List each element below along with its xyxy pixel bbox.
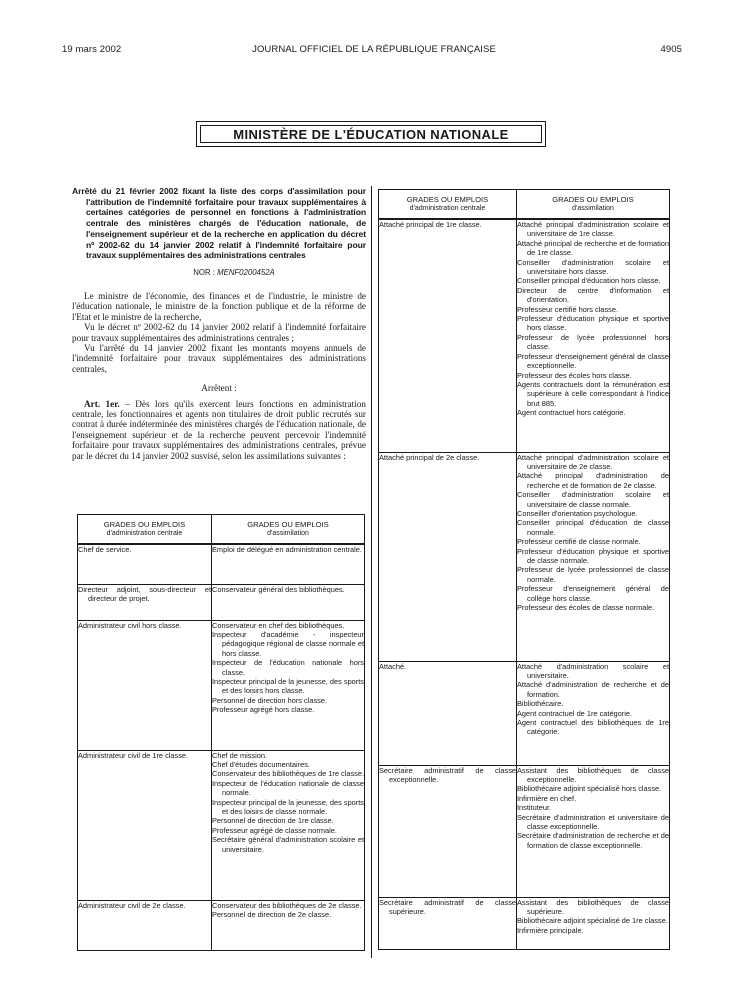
header-page-number: 4905 bbox=[660, 44, 682, 55]
assimilation-item: Professeur agrégé de classe normale. bbox=[212, 825, 337, 835]
assimilation-item: Assistant des bibliothèques de classe supérieure. bbox=[517, 897, 669, 916]
grade-cell bbox=[78, 584, 212, 620]
grade-cell bbox=[379, 452, 517, 661]
table-row bbox=[379, 765, 670, 897]
assimilation-item: Conservateur des bibliothèques de 2e classe. bbox=[212, 900, 362, 910]
column-header-main: GRADES OU EMPLOIS bbox=[406, 194, 489, 204]
nor-label: NOR : bbox=[193, 267, 215, 277]
assimilation-item: Inspecteur principal de la jeunesse, des sports et des loisirs de classe normale. bbox=[212, 797, 365, 816]
assimilation-item: Professeur certifié de classe normale. bbox=[517, 537, 641, 547]
assimilation-item: Agent contractuel des bibliothèques de 1re catégorie. bbox=[517, 717, 669, 737]
assimilation-item: Attaché principal d'administration scolaire et universitaire de 2e classe. bbox=[517, 452, 669, 471]
assimilation-cell bbox=[517, 897, 670, 949]
assimilation-item: Directeur de centre d'information et d'orientation. bbox=[517, 285, 669, 305]
assimilation-item: Professeur des écoles hors classe. bbox=[517, 370, 632, 380]
assimilation-item: Personnel de direction hors classe. bbox=[212, 695, 328, 705]
table-header-row bbox=[379, 190, 670, 220]
assimilation-item: Inspecteur de l'éducation nationale de classe normale. bbox=[212, 778, 364, 798]
assimilation-item: Attaché principal de recherche et de formation de 1re classe. bbox=[517, 238, 669, 258]
column-header-sub: d'administration centrale bbox=[409, 205, 486, 212]
assimilation-item: Professeur de lycée professionnel hors classe. bbox=[517, 332, 669, 352]
assimilation-item: Agent contractuel hors catégorie. bbox=[517, 408, 626, 418]
assimilation-cell bbox=[212, 620, 365, 750]
column-header-main: GRADES OU EMPLOIS bbox=[552, 194, 634, 204]
assimilation-item: Secrétaire général d'administration scolaire et universitaire. bbox=[212, 835, 364, 854]
assimilation-table-left bbox=[77, 514, 365, 951]
assimilation-item: Personnel de direction de 2e classe. bbox=[212, 909, 332, 919]
table-row bbox=[379, 219, 670, 452]
assimilation-item: Infirmière en chef. bbox=[517, 793, 577, 803]
assimilation-item: Inspecteur d'académie - inspecteur pédagogique régional de classe normale et hors classe. bbox=[212, 629, 364, 658]
assimilation-item: Secrétaire d'administration et universitaire de classe exceptionnelle. bbox=[517, 812, 669, 831]
grade-cell bbox=[379, 661, 517, 765]
assimilation-cell bbox=[212, 750, 365, 900]
grade-text: Attaché. bbox=[379, 661, 407, 671]
table-row bbox=[379, 661, 670, 765]
assimilation-item: Professeur d'enseignement général de classe exceptionnelle. bbox=[517, 351, 669, 371]
column-header-assimilation bbox=[212, 515, 365, 545]
table-header-row bbox=[78, 515, 365, 545]
table-row bbox=[78, 584, 365, 620]
assimilation-cell bbox=[517, 661, 670, 765]
nor-code: MENF0200452A bbox=[217, 267, 275, 277]
assimilation-item: Chef de mission. bbox=[212, 750, 268, 760]
assimilation-cell bbox=[212, 584, 365, 620]
assimilation-cell bbox=[212, 900, 365, 950]
assimilation-cell bbox=[517, 219, 670, 452]
assimilation-item: Conseiller principal d'éducation de classe normale. bbox=[517, 518, 669, 537]
grade-cell bbox=[379, 219, 517, 452]
assimilation-item: Infirmière principale. bbox=[517, 925, 584, 935]
assimilation-item: Professeur d'éducation physique et sportive hors classe. bbox=[517, 314, 669, 333]
assimilation-item: Conservateur général des bibliothèques. bbox=[212, 584, 345, 594]
assimilation-item: Professeur d'enseignement général de collège hors classe. bbox=[517, 584, 669, 603]
assimilation-item: Attaché principal d'administration de recherche et de formation de 2e classe. bbox=[517, 471, 669, 490]
grade-cell bbox=[78, 750, 212, 900]
assimilation-item: Attaché d'administration de recherche et de formation. bbox=[517, 680, 669, 699]
grade-cell bbox=[78, 620, 212, 750]
assimilation-cell bbox=[517, 452, 670, 661]
assimilation-item: Assistant des bibliothèques de classe exceptionnelle. bbox=[517, 765, 669, 784]
column-header-central bbox=[78, 515, 212, 545]
grade-cell bbox=[78, 900, 212, 950]
column-header-sub: d'administration centrale bbox=[106, 530, 183, 537]
column-header-assimilation bbox=[517, 190, 670, 220]
assimilation-item: Conservateur des bibliothèques de 1re classe. bbox=[212, 769, 365, 779]
assimilation-item: Conseiller d'orientation psychologue. bbox=[517, 508, 638, 518]
grade-text: Directeur adjoint, sous-directeur et directeur de projet. bbox=[78, 584, 211, 603]
left-column bbox=[72, 186, 366, 461]
assimilation-item: Agents contractuels dont la rémunération est supérieure à celle correspondant à l'indice brut 885. bbox=[517, 379, 669, 408]
visa-paragraph: Vu l'arrêté du 14 janvier 2002 fixant les montants moyens annuels de l'indemnité forfaitaire pour travaux supplémentaires des administrations centrales, bbox=[72, 342, 366, 374]
grade-text: Secrétaire administratif de classe exceptionnelle. bbox=[379, 765, 516, 784]
article-1-label: Art. 1er. bbox=[84, 398, 120, 409]
ministry-heading: MINISTÈRE DE L'ÉDUCATION NATIONALE bbox=[200, 125, 542, 143]
assimilation-item: Bibliothécaire adjoint spécialisé hors classe. bbox=[517, 784, 662, 794]
ministry-heading-box bbox=[196, 121, 546, 147]
grade-cell bbox=[379, 765, 517, 897]
assimilation-item: Attaché principal d'administration scolaire et universitaire de 1re classe. bbox=[517, 220, 669, 239]
grade-text: Administrateur civil hors classe. bbox=[78, 620, 182, 630]
preamble-paragraph: Le ministre de l'économie, des finances et de l'industrie, le ministre de l'éducation nationale, le ministre de la fonction publique et de la réforme de l'Etat et le ministre de la recherche, bbox=[72, 290, 366, 322]
column-header-main: GRADES OU EMPLOIS bbox=[103, 519, 186, 529]
column-header-central bbox=[379, 190, 517, 220]
table-row bbox=[78, 750, 365, 900]
arretent-heading: Arrêtent : bbox=[201, 383, 237, 394]
visa-paragraph: Vu le décret nº 2002-62 du 14 janvier 2002 relatif à l'indemnité forfaitaire pour travaux supplémentaires des administrations centrales ; bbox=[72, 322, 366, 343]
assimilation-item: Professeur de lycée professionnel de classe normale. bbox=[517, 565, 669, 584]
assimilation-table-right bbox=[378, 189, 670, 950]
grade-cell bbox=[379, 897, 517, 949]
assimilation-item: Bibliothécaire adjoint spécialisé de 1re classe. bbox=[517, 916, 668, 926]
assimilation-item: Attaché d'administration scolaire et universitaire. bbox=[517, 661, 669, 680]
table-row bbox=[78, 620, 365, 750]
grade-text: Administrateur civil de 2e classe. bbox=[78, 900, 186, 910]
grade-text: Attaché principal de 2e classe. bbox=[379, 452, 480, 462]
assimilation-item: Conseiller principal d'éducation hors classe. bbox=[517, 276, 661, 286]
grade-text: Attaché principal de 1re classe. bbox=[379, 220, 482, 229]
column-header-main: GRADES OU EMPLOIS bbox=[247, 519, 329, 529]
assimilation-item: Emploi de délégué en administration centrale. bbox=[212, 545, 362, 554]
column-separator bbox=[371, 186, 372, 958]
assimilation-cell bbox=[212, 544, 365, 584]
assimilation-item: Agent contractuel de 1re catégorie. bbox=[517, 708, 633, 718]
table-row bbox=[78, 544, 365, 584]
assimilation-item: Conseiller d'administration scolaire et universitaire de classe normale. bbox=[517, 490, 669, 509]
assimilation-item: Professeur agrégé hors classe. bbox=[212, 705, 315, 715]
assimilation-item: Personnel de direction de 1re classe. bbox=[212, 816, 334, 826]
assimilation-item: Inspecteur de l'éducation nationale hors classe. bbox=[212, 658, 364, 677]
assimilation-item: Professeur certifié hors classe. bbox=[517, 304, 619, 314]
grade-cell bbox=[78, 544, 212, 584]
arrete-title: Arrêté du 21 février 2002 fixant la liste des corps d'assimilation pour l'attribution de l'indemnité forfaitaire pour travaux supplémentaires à certaines catégories de personnel en fonctions à l'administration centrale des ministères chargés de l'éducation nationale, de l'enseignement supérieur et de la recherche en application du décret nº 2002-62 du 14 janvier 2002 relatif à l'indemnité forfaitaire pour travaux supplémentaires des administrations centrales bbox=[72, 186, 366, 261]
grade-text: Secrétaire administratif de classe supérieure. bbox=[379, 897, 516, 916]
grade-text: Administrateur civil de 1re classe. bbox=[78, 750, 189, 760]
assimilation-item: Conservateur en chef des bibliothèques. bbox=[212, 620, 345, 630]
assimilation-cell bbox=[517, 765, 670, 897]
table-row bbox=[78, 900, 365, 950]
header-date: 19 mars 2002 bbox=[62, 44, 122, 55]
article-1 bbox=[72, 399, 366, 461]
column-header-sub: d'assimilation bbox=[267, 530, 309, 537]
header-journal-title: JOURNAL OFFICIEL DE LA RÉPUBLIQUE FRANÇAISE bbox=[252, 44, 496, 55]
table-row bbox=[379, 897, 670, 949]
assimilation-item: Professeur d'éducation physique et sportive de classe normale. bbox=[517, 546, 669, 565]
assimilation-item: Chef d'études documentaires. bbox=[212, 759, 310, 769]
arrete-body bbox=[72, 291, 366, 461]
column-header-sub: d'assimilation bbox=[572, 205, 614, 212]
nor-reference bbox=[102, 268, 366, 277]
assimilation-item: Conseiller d'administration scolaire et universitaire hors classe. bbox=[517, 257, 669, 277]
assimilation-item: Instituteur. bbox=[517, 803, 552, 813]
assimilation-item: Professeur des écoles de classe normale. bbox=[517, 603, 655, 612]
assimilation-item: Bibliothécaire. bbox=[517, 699, 564, 709]
table-row bbox=[379, 452, 670, 661]
assimilation-item: Secrétaire d'administration de recherche et de formation de classe exceptionnelle. bbox=[517, 831, 669, 850]
article-1-text: – Dès lors qu'ils exercent leurs fonctions en administration centrale, les fonctionnaires et agents non titulaires de droit public recrutés sur contrat à durée indéterminée des ministères chargés de l'éducation nationale, de l'enseignement supérieur et de la recherche peuvent percevoir l'indemnité forfaitaire pour travaux supplémentaires des administrations centrales, prévue par le décret du 14 janvier 2002 susvisé, selon les assimilations suivantes : bbox=[72, 398, 366, 461]
grade-text: Chef de service. bbox=[78, 545, 132, 554]
assimilation-item: Inspecteur principal de la jeunesse, des sports et des loisirs hors classe. bbox=[212, 676, 365, 696]
